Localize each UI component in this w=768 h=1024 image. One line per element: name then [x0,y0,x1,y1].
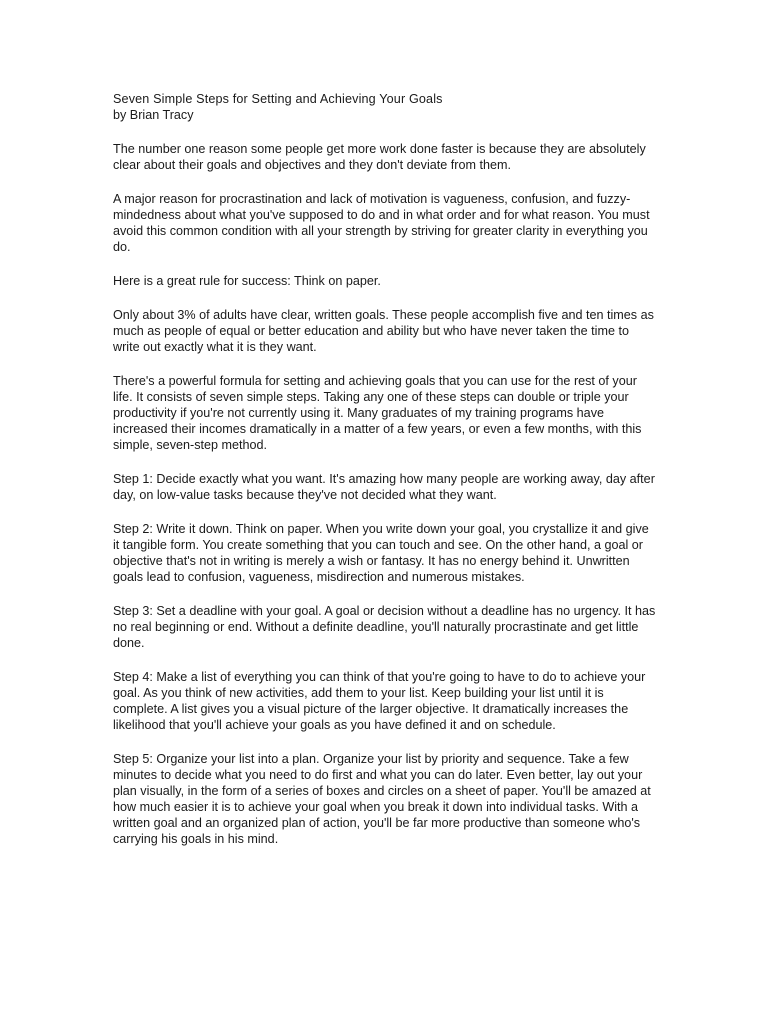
paragraph-statistic: Only about 3% of adults have clear, written goals. These people accomplish five and ten times as much as people of equal or better education and ability but who have never taken the time to write out exactly what it is they want. [113,308,654,354]
title-block [113,91,658,123]
paragraph-procrastination: A major reason for procrastination and lack of motivation is vagueness, confusion, and fuzzy-mindedness about what you've supposed to do and in what order and for what reason. You must avoid this common condition with all your strength by striving for greater clarity in everything you do. [113,192,650,254]
paragraph-rule: Here is a great rule for success: Think on paper. [113,274,381,288]
paragraph-step-1: Step 1: Decide exactly what you want. It's amazing how many people are working away, day after day, on low-value tasks because they've not decided what they want. [113,472,655,502]
document-title: Seven Simple Steps for Setting and Achieving Your Goals [113,92,443,106]
document-author: by Brian Tracy [113,108,194,122]
paragraph-intro: The number one reason some people get more work done faster is because they are absolutely clear about their goals and objectives and they don't deviate from them. [113,142,646,172]
paragraph-step-3: Step 3: Set a deadline with your goal. A goal or decision without a deadline has no urgency. It has no real beginning or end. Without a definite deadline, you'll naturally procrastinate and get little done. [113,604,656,650]
paragraph-step-4: Step 4: Make a list of everything you can think of that you're going to have to do to achieve your goal. As you think of new activities, add them to your list. Keep building your list until it is complete. A list gives you a visual picture of the larger objective. It dramatically increases the likelihood that you'll achieve your goals as you have defined it and on schedule. [113,670,646,732]
paragraph-step-2: Step 2: Write it down. Think on paper. When you write down your goal, you crystallize it and give it tangible form. You create something that you can touch and see. On the other hand, a goal or objective that's not in writing is merely a wish or fantasy. It has no energy behind it. Unwritten goals lead to confusion, vagueness, misdirection and numerous mistakes. [113,522,649,584]
paragraph-step-5: Step 5: Organize your list into a plan. Organize your list by priority and sequence. Take a few minutes to decide what you need to do first and what you can do later. Even better, lay out your plan visually, in the form of a series of boxes and circles on a sheet of paper. You'll be amazed at how much easier it is to achieve your goal when you break it down into individual tasks. With a written goal and an organized plan of action, you'll be far more productive than someone who's carrying his goals in his mind. [113,752,651,846]
document-page [113,91,658,865]
paragraph-formula: There's a powerful formula for setting and achieving goals that you can use for the rest of your life. It consists of seven simple steps. Taking any one of these steps can double or triple your productivity if you're not currently using it. Many graduates of my training programs have increased their incomes dramatically in a matter of a few years, or even a few months, with this simple, seven-step method. [113,374,642,452]
